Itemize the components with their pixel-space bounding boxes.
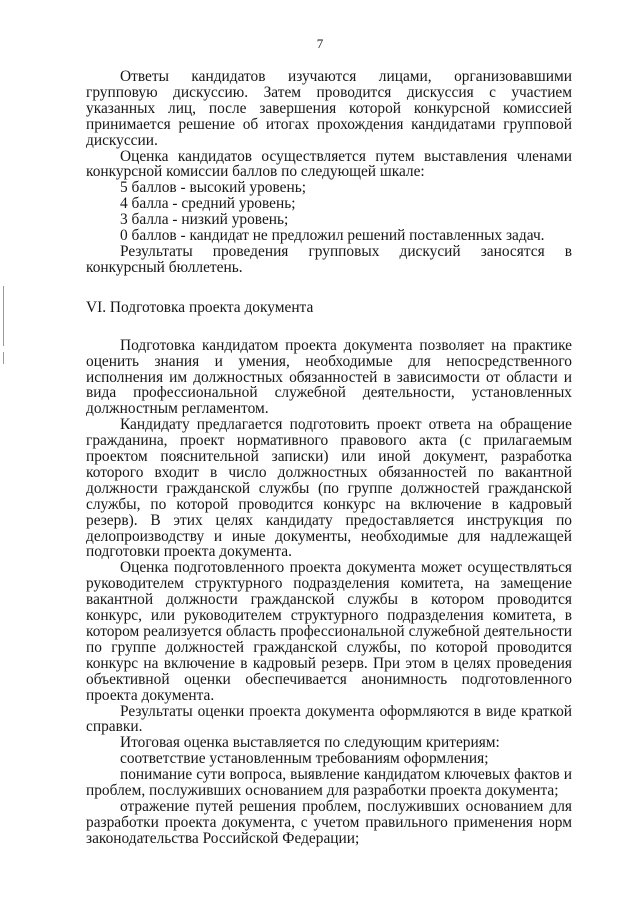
paragraph-document-evaluation: Оценка подготовленного проекта документа может осуществляться руководителем структурного подразделения комитета, на замещение вакантной должности гражданской службы в котором проводится конкурс, или руководителем структурного подразделения комитета, в котором реализуется область профессиональной служебной деятельности по группе должностей гражданской службы, по которой проводится конкурс на включение в кадровый резерв. При этом в целях проведения объективной оценки обеспечивается анонимность подготовленного проекта документа. — [86, 559, 572, 704]
margin-mark — [3, 352, 4, 364]
paragraph-document-purpose: Подготовка кандидатом проекта документа позволяет на практике оценить знания и умения, необходимые для непосредственного исполнения им должностных обязанностей в зависимости от области и вида профессиональной служебной деятельности, установленных должностным регламентом. — [86, 336, 572, 418]
document-body — [86, 69, 572, 847]
section-heading: VI. Подготовка проекта документа — [86, 298, 314, 316]
paragraph-discussion-results: Результаты проведения групповых дискусий заносятся в конкурсный бюллетень. — [86, 242, 572, 276]
paragraph-criteria-intro: Итоговая оценка выставляется по следующим критериям: — [120, 734, 500, 752]
criterion-solutions: отражение путей решения проблем, послуживших основанием для разработки проекта документа, с учетом правильного применения норм законодательства Российской Федерации; — [86, 797, 572, 847]
criterion-understanding: понимание сути вопроса, выявление кандидатом ключевых фактов и проблем, послуживших основанием для разработки проекта документа; — [86, 766, 572, 800]
scale-item-0: 0 баллов - кандидат не предложил решений поставленных задач. — [120, 227, 545, 245]
paragraph-document-task: Кандидату предлагается подготовить проект ответа на обращение гражданина, проект нормативного правового акта (с прилагаемым проектом пояснительной записки) или иной документ, разработка которого входит в число должностных обязанностей по вакантной должности гражданской службы (по группе должностей гражданской службы, по которой проводится конкурс на включение в кадровый резерв). В этих целях кандидату предоставляется инструкция по делопроизводству и иные документы, необходимые для надлежащей подготовки проекта документа. — [86, 416, 572, 561]
scale-item-5: 5 баллов - высокий уровень; — [120, 179, 307, 197]
margin-mark — [3, 286, 4, 346]
criterion-formatting: соответствие установленным требованиям оформления; — [120, 750, 489, 768]
scale-item-3: 3 балла - низкий уровень; — [120, 211, 289, 229]
paragraph-evaluation-results: Результаты оценки проекта документа оформляются в виде краткой справки. — [86, 702, 572, 736]
page-number: 7 — [316, 36, 324, 51]
scale-item-4: 4 балла - средний уровень; — [120, 195, 296, 213]
paragraph-scoring-scale: Оценка кандидатов осуществляется путем выставления членами конкурсной комиссии баллов по следующей шкале: — [86, 147, 572, 181]
paragraph-discussion-review: Ответы кандидатов изучаются лицами, организовавшими групповую дискуссию. Затем проводится дискуссия с участием указанных лиц, после завершения которой конкурсной комиссией принимается решение об итогах прохождения кандидатами групповой дискуссии. — [86, 68, 572, 149]
